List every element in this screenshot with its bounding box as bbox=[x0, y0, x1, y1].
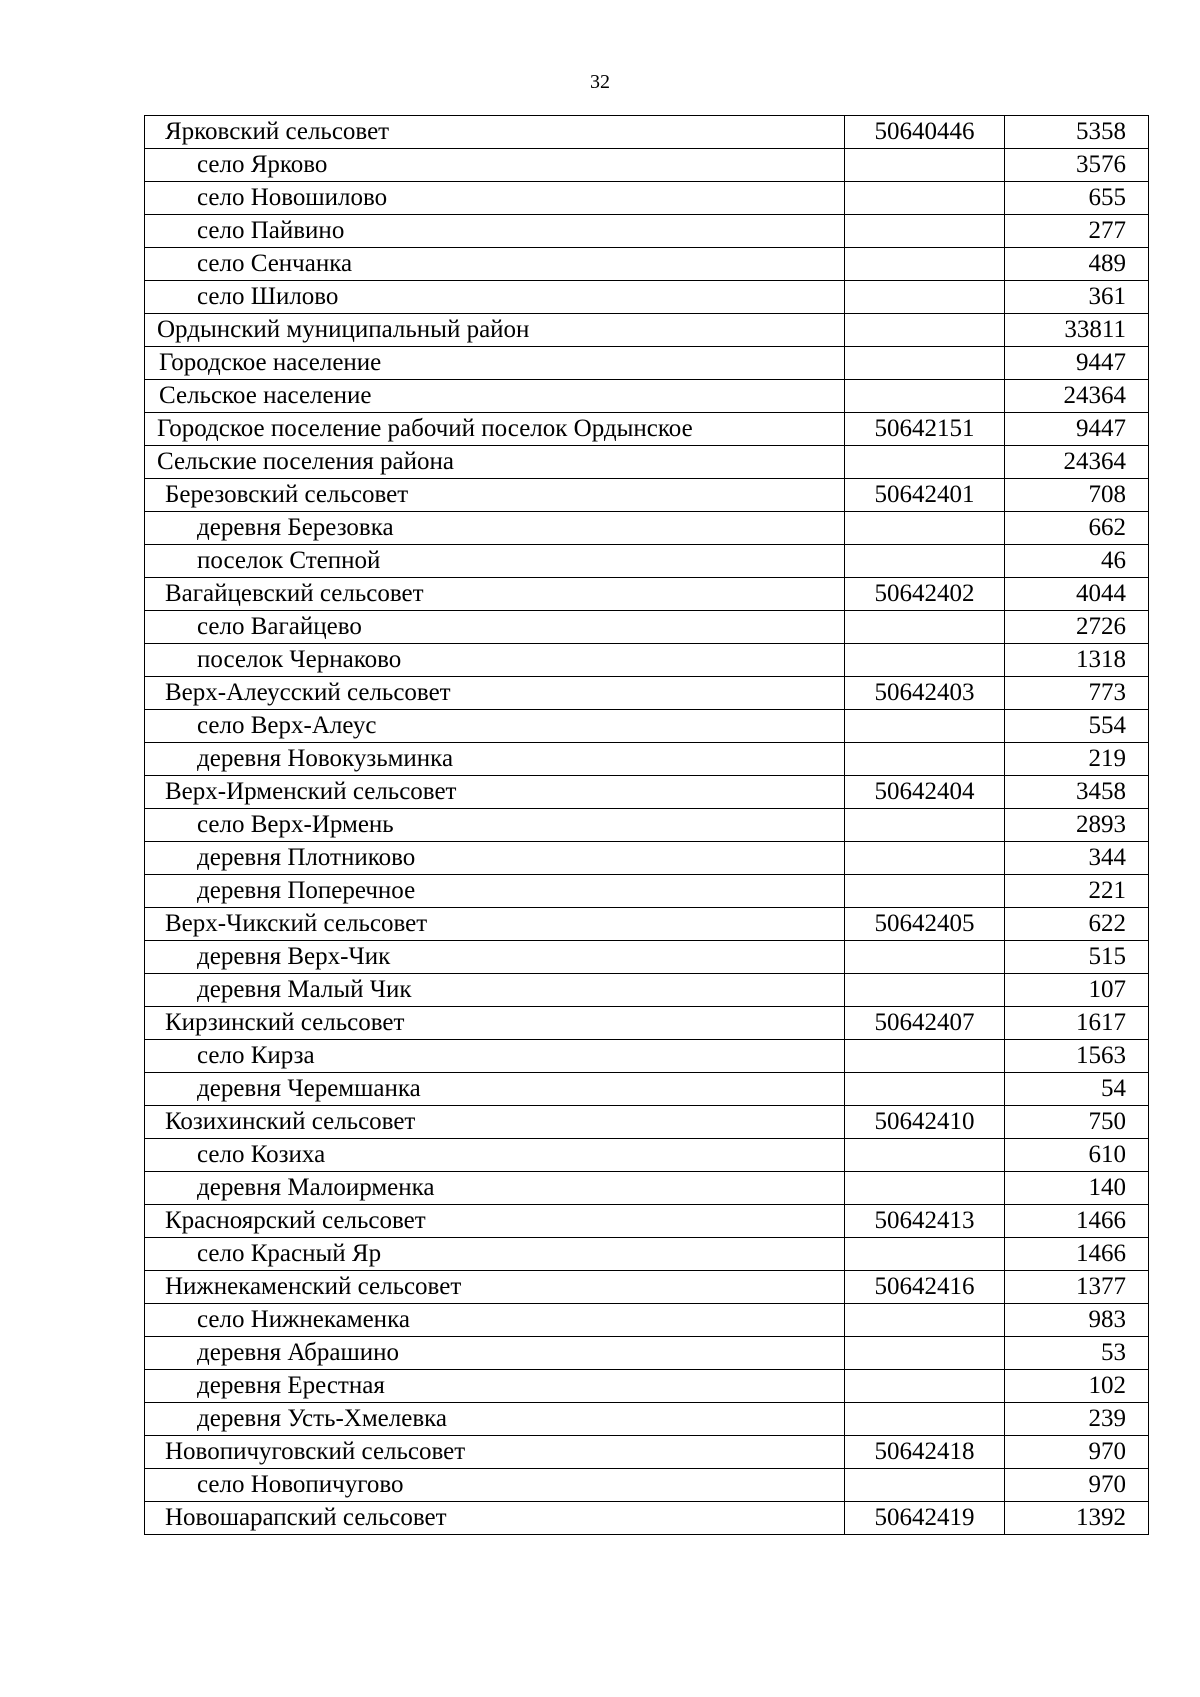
population-cell: 662 bbox=[1005, 512, 1149, 545]
population-cell: 361 bbox=[1005, 281, 1149, 314]
oktmo-code-cell bbox=[845, 1337, 1005, 1370]
oktmo-code-cell bbox=[845, 347, 1005, 380]
table-row bbox=[145, 578, 1149, 611]
oktmo-code-cell bbox=[845, 1172, 1005, 1205]
oktmo-code-cell: 50642405 bbox=[845, 908, 1005, 941]
population-cell: 5358 bbox=[1005, 116, 1149, 149]
settlement-name-cell: поселок Чернаково bbox=[145, 644, 845, 677]
settlement-name-cell: деревня Малоирменка bbox=[145, 1172, 845, 1205]
table-row bbox=[145, 743, 1149, 776]
settlement-name-cell: деревня Абрашино bbox=[145, 1337, 845, 1370]
population-cell: 9447 bbox=[1005, 413, 1149, 446]
oktmo-code-cell: 50642407 bbox=[845, 1007, 1005, 1040]
table-row bbox=[145, 1007, 1149, 1040]
settlement-name-cell: Ярковский сельсовет bbox=[145, 116, 845, 149]
settlement-name-cell: деревня Усть-Хмелевка bbox=[145, 1403, 845, 1436]
oktmo-code-cell: 50640446 bbox=[845, 116, 1005, 149]
settlement-name-cell: деревня Малый Чик bbox=[145, 974, 845, 1007]
settlement-name-cell: Ордынский муниципальный район bbox=[145, 314, 845, 347]
oktmo-code-cell bbox=[845, 941, 1005, 974]
table-row bbox=[145, 182, 1149, 215]
settlement-name-cell: Верх-Ирменский сельсовет bbox=[145, 776, 845, 809]
oktmo-code-cell bbox=[845, 644, 1005, 677]
settlement-name-cell: Верх-Алеусский сельсовет bbox=[145, 677, 845, 710]
table-row bbox=[145, 875, 1149, 908]
population-cell: 140 bbox=[1005, 1172, 1149, 1205]
settlement-name-cell: поселок Степной bbox=[145, 545, 845, 578]
population-cell: 4044 bbox=[1005, 578, 1149, 611]
population-cell: 773 bbox=[1005, 677, 1149, 710]
settlement-name-cell: Козихинский сельсовет bbox=[145, 1106, 845, 1139]
population-cell: 53 bbox=[1005, 1337, 1149, 1370]
oktmo-code-cell bbox=[845, 1403, 1005, 1436]
settlement-name-cell: село Сенчанка bbox=[145, 248, 845, 281]
settlement-name-cell: село Пайвино bbox=[145, 215, 845, 248]
settlement-name-cell: село Верх-Ирмень bbox=[145, 809, 845, 842]
oktmo-code-cell bbox=[845, 446, 1005, 479]
population-cell: 1563 bbox=[1005, 1040, 1149, 1073]
population-cell: 219 bbox=[1005, 743, 1149, 776]
population-cell: 970 bbox=[1005, 1469, 1149, 1502]
oktmo-code-cell bbox=[845, 281, 1005, 314]
population-cell: 107 bbox=[1005, 974, 1149, 1007]
oktmo-code-cell: 50642419 bbox=[845, 1502, 1005, 1535]
population-cell: 750 bbox=[1005, 1106, 1149, 1139]
table-row bbox=[145, 545, 1149, 578]
settlement-name-cell: Кирзинский сельсовет bbox=[145, 1007, 845, 1040]
population-cell: 46 bbox=[1005, 545, 1149, 578]
table-row bbox=[145, 1172, 1149, 1205]
oktmo-code-cell bbox=[845, 380, 1005, 413]
oktmo-code-cell bbox=[845, 215, 1005, 248]
oktmo-code-cell bbox=[845, 1139, 1005, 1172]
population-cell: 1617 bbox=[1005, 1007, 1149, 1040]
oktmo-code-cell bbox=[845, 314, 1005, 347]
table-row bbox=[145, 1238, 1149, 1271]
table-row bbox=[145, 1271, 1149, 1304]
oktmo-code-cell bbox=[845, 512, 1005, 545]
oktmo-code-cell: 50642401 bbox=[845, 479, 1005, 512]
population-table bbox=[144, 115, 1149, 1535]
settlement-name-cell: Нижнекаменский сельсовет bbox=[145, 1271, 845, 1304]
settlement-name-cell: деревня Березовка bbox=[145, 512, 845, 545]
settlement-name-cell: Красноярский сельсовет bbox=[145, 1205, 845, 1238]
population-cell: 2893 bbox=[1005, 809, 1149, 842]
oktmo-code-cell bbox=[845, 611, 1005, 644]
oktmo-code-cell: 50642151 bbox=[845, 413, 1005, 446]
settlement-name-cell: деревня Верх-Чик bbox=[145, 941, 845, 974]
table-row bbox=[145, 446, 1149, 479]
table-row bbox=[145, 842, 1149, 875]
settlement-name-cell: Березовский сельсовет bbox=[145, 479, 845, 512]
oktmo-code-cell bbox=[845, 545, 1005, 578]
oktmo-code-cell: 50642418 bbox=[845, 1436, 1005, 1469]
page-number: 32 bbox=[590, 71, 610, 93]
table-row bbox=[145, 1040, 1149, 1073]
oktmo-code-cell bbox=[845, 1238, 1005, 1271]
population-cell: 983 bbox=[1005, 1304, 1149, 1337]
table-row bbox=[145, 710, 1149, 743]
table-row bbox=[145, 1139, 1149, 1172]
oktmo-code-cell: 50642404 bbox=[845, 776, 1005, 809]
population-cell: 622 bbox=[1005, 908, 1149, 941]
table-row bbox=[145, 941, 1149, 974]
oktmo-code-cell: 50642416 bbox=[845, 1271, 1005, 1304]
oktmo-code-cell: 50642410 bbox=[845, 1106, 1005, 1139]
population-cell: 277 bbox=[1005, 215, 1149, 248]
population-cell: 708 bbox=[1005, 479, 1149, 512]
settlement-name-cell: Сельское население bbox=[145, 380, 845, 413]
settlement-name-cell: село Новопичугово bbox=[145, 1469, 845, 1502]
settlement-name-cell: Сельские поселения района bbox=[145, 446, 845, 479]
table-row bbox=[145, 1337, 1149, 1370]
table-row bbox=[145, 116, 1149, 149]
table-row bbox=[145, 974, 1149, 1007]
population-cell: 1392 bbox=[1005, 1502, 1149, 1535]
table-row bbox=[145, 1403, 1149, 1436]
table-row bbox=[145, 1106, 1149, 1139]
table-row bbox=[145, 1436, 1149, 1469]
population-cell: 3458 bbox=[1005, 776, 1149, 809]
table-row bbox=[145, 809, 1149, 842]
settlement-name-cell: деревня Поперечное bbox=[145, 875, 845, 908]
settlement-name-cell: деревня Черемшанка bbox=[145, 1073, 845, 1106]
population-cell: 489 bbox=[1005, 248, 1149, 281]
settlement-name-cell: Новопичуговский сельсовет bbox=[145, 1436, 845, 1469]
settlement-name-cell: село Новошилово bbox=[145, 182, 845, 215]
settlement-name-cell: село Ярково bbox=[145, 149, 845, 182]
table-row bbox=[145, 677, 1149, 710]
oktmo-code-cell bbox=[845, 1304, 1005, 1337]
oktmo-code-cell: 50642403 bbox=[845, 677, 1005, 710]
oktmo-code-cell bbox=[845, 875, 1005, 908]
table-row bbox=[145, 644, 1149, 677]
settlement-name-cell: Городское население bbox=[145, 347, 845, 380]
table-row bbox=[145, 314, 1149, 347]
table-row bbox=[145, 1304, 1149, 1337]
settlement-name-cell: село Вагайцево bbox=[145, 611, 845, 644]
settlement-name-cell: Новошарапский сельсовет bbox=[145, 1502, 845, 1535]
settlement-name-cell: деревня Ерестная bbox=[145, 1370, 845, 1403]
oktmo-code-cell bbox=[845, 149, 1005, 182]
settlement-name-cell: Вагайцевский сельсовет bbox=[145, 578, 845, 611]
table-row bbox=[145, 380, 1149, 413]
settlement-name-cell: Верх-Чикский сельсовет bbox=[145, 908, 845, 941]
table-row bbox=[145, 1073, 1149, 1106]
table-row bbox=[145, 479, 1149, 512]
oktmo-code-cell bbox=[845, 1040, 1005, 1073]
oktmo-code-cell bbox=[845, 1370, 1005, 1403]
table-row bbox=[145, 1469, 1149, 1502]
population-cell: 33811 bbox=[1005, 314, 1149, 347]
settlement-name-cell: деревня Новокузьминка bbox=[145, 743, 845, 776]
population-cell: 655 bbox=[1005, 182, 1149, 215]
settlement-name-cell: село Красный Яр bbox=[145, 1238, 845, 1271]
oktmo-code-cell bbox=[845, 182, 1005, 215]
oktmo-code-cell bbox=[845, 974, 1005, 1007]
oktmo-code-cell bbox=[845, 248, 1005, 281]
population-cell: 1377 bbox=[1005, 1271, 1149, 1304]
population-cell: 239 bbox=[1005, 1403, 1149, 1436]
population-cell: 1466 bbox=[1005, 1205, 1149, 1238]
population-cell: 610 bbox=[1005, 1139, 1149, 1172]
settlement-name-cell: село Нижнекаменка bbox=[145, 1304, 845, 1337]
oktmo-code-cell: 50642413 bbox=[845, 1205, 1005, 1238]
settlement-name-cell: село Шилово bbox=[145, 281, 845, 314]
table-row bbox=[145, 512, 1149, 545]
settlement-name-cell: Городское поселение рабочий поселок Ордынское bbox=[145, 413, 845, 446]
table-row bbox=[145, 908, 1149, 941]
table-row bbox=[145, 1370, 1149, 1403]
population-cell: 3576 bbox=[1005, 149, 1149, 182]
table-row bbox=[145, 776, 1149, 809]
table-row bbox=[145, 215, 1149, 248]
oktmo-code-cell bbox=[845, 1073, 1005, 1106]
table-row bbox=[145, 611, 1149, 644]
settlement-name-cell: село Кирза bbox=[145, 1040, 845, 1073]
oktmo-code-cell bbox=[845, 710, 1005, 743]
table-row bbox=[145, 281, 1149, 314]
population-cell: 344 bbox=[1005, 842, 1149, 875]
population-cell: 102 bbox=[1005, 1370, 1149, 1403]
population-cell: 970 bbox=[1005, 1436, 1149, 1469]
oktmo-code-cell bbox=[845, 743, 1005, 776]
table-row bbox=[145, 347, 1149, 380]
table-row bbox=[145, 149, 1149, 182]
population-cell: 515 bbox=[1005, 941, 1149, 974]
table-row bbox=[145, 1502, 1149, 1535]
table-body bbox=[145, 116, 1149, 1535]
population-cell: 1466 bbox=[1005, 1238, 1149, 1271]
population-cell: 24364 bbox=[1005, 446, 1149, 479]
oktmo-code-cell bbox=[845, 1469, 1005, 1502]
table-row bbox=[145, 1205, 1149, 1238]
population-cell: 54 bbox=[1005, 1073, 1149, 1106]
table-row bbox=[145, 248, 1149, 281]
oktmo-code-cell: 50642402 bbox=[845, 578, 1005, 611]
population-cell: 1318 bbox=[1005, 644, 1149, 677]
population-cell: 2726 bbox=[1005, 611, 1149, 644]
oktmo-code-cell bbox=[845, 842, 1005, 875]
population-cell: 24364 bbox=[1005, 380, 1149, 413]
population-cell: 9447 bbox=[1005, 347, 1149, 380]
settlement-name-cell: село Верх-Алеус bbox=[145, 710, 845, 743]
population-cell: 554 bbox=[1005, 710, 1149, 743]
population-cell: 221 bbox=[1005, 875, 1149, 908]
settlement-name-cell: деревня Плотниково bbox=[145, 842, 845, 875]
settlement-name-cell: село Козиха bbox=[145, 1139, 845, 1172]
table-row bbox=[145, 413, 1149, 446]
oktmo-code-cell bbox=[845, 809, 1005, 842]
